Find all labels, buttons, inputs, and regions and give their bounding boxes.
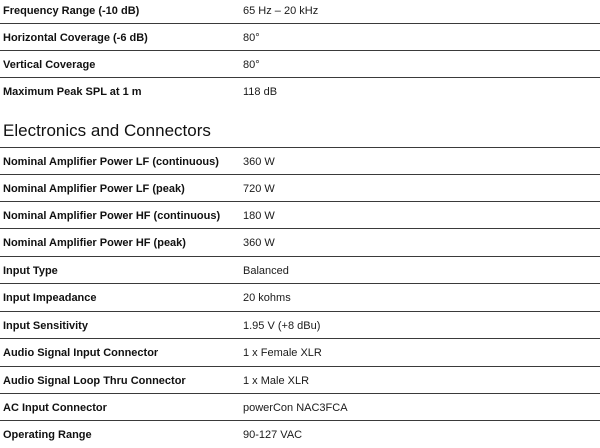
spec-label-input-type: Input Type [3,265,58,277]
spec-value-vertical-coverage: 80° [243,59,260,71]
row-divider [0,311,600,312]
spec-value-input-sensitivity: 1.95 V (+8 dBu) [243,320,321,332]
table-top-divider [0,147,600,148]
spec-label-audio-input-connector: Audio Signal Input Connector [3,347,159,359]
spec-value-loop-thru-connector: 1 x Male XLR [243,375,310,387]
row-divider [0,338,600,339]
spec-value-horizontal-coverage: 80° [243,32,260,44]
section-heading-electronics: Electronics and Connectors [3,121,211,140]
row-divider [0,77,600,78]
spec-value-amp-hf-continuous: 180 W [243,210,275,222]
spec-value-amp-lf-continuous: 360 W [243,156,275,168]
spec-label-amp-hf-continuous: Nominal Amplifier Power HF (continuous) [3,210,221,222]
spec-label-ac-input-connector: AC Input Connector [3,402,107,414]
spec-label-amp-hf-peak: Nominal Amplifier Power HF (peak) [3,237,186,249]
spec-value-audio-input-connector: 1 x Female XLR [243,347,322,359]
spec-label-max-peak-spl: Maximum Peak SPL at 1 m [3,86,142,98]
spec-value-input-impedance: 20 kohms [243,292,291,304]
row-divider [0,366,600,367]
row-divider [0,256,600,257]
row-divider [0,201,600,202]
spec-label-horizontal-coverage: Horizontal Coverage (-6 dB) [3,32,148,44]
spec-value-frequency-range: 65 Hz – 20 kHz [243,5,319,17]
spec-label-vertical-coverage: Vertical Coverage [3,59,96,71]
spec-label-amp-lf-peak: Nominal Amplifier Power LF (peak) [3,183,185,195]
row-divider [0,228,600,229]
spec-label-frequency-range: Frequency Range (-10 dB) [3,5,140,17]
spec-value-amp-lf-peak: 720 W [243,183,275,195]
row-divider [0,283,600,284]
spec-label-input-impedance: Input Impeadance [3,292,97,304]
spec-label-loop-thru-connector: Audio Signal Loop Thru Connector [3,375,186,387]
spec-label-operating-range: Operating Range [3,429,92,441]
row-divider [0,393,600,394]
spec-value-input-type: Balanced [243,265,289,277]
spec-value-ac-input-connector: powerCon NAC3FCA [243,402,348,414]
row-divider [0,174,600,175]
spec-value-amp-hf-peak: 360 W [243,237,275,249]
row-divider [0,23,600,24]
spec-value-max-peak-spl: 118 dB [243,86,278,98]
spec-label-amp-lf-continuous: Nominal Amplifier Power LF (continuous) [3,156,219,168]
row-divider [0,50,600,51]
row-divider [0,420,600,421]
spec-label-input-sensitivity: Input Sensitivity [3,320,88,332]
spec-value-operating-range: 90-127 VAC [243,429,303,441]
